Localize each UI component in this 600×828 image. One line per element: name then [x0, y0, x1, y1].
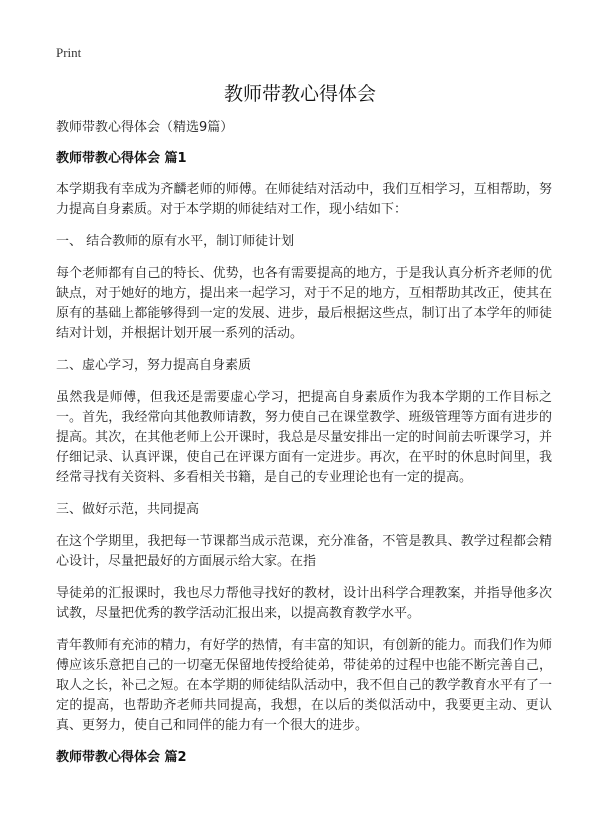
- document-title: 教师带教心得体会: [223, 83, 376, 105]
- print-link[interactable]: Print: [56, 45, 82, 60]
- item-heading-three: 三、做好示范，共同提高: [56, 502, 200, 517]
- document-subtitle: 教师带教心得体会（精选9篇）: [56, 120, 234, 135]
- paragraph-two: 虽然我是师傅，但我还是需要虚心学习，把提高自身素质作为我本学期的工作目标之一。首先，我经常向其他教师请教，努力使自己在课堂教学、班级管理等方面有进步的提高。其次，在其他老师上公开课时，我总是尽量安排出一定的时间前去听课学习，并仔细记录、认真评课，使自己在评课方面有一定进步。再次，在平时的休息时间里，我经常寻找有关资料、多看相关书籍，是自己的专业理论也有一定的提高。: [56, 390, 552, 485]
- item-heading-one: 一、 结合教师的原有水平，制订师徒计划: [56, 234, 295, 249]
- section-heading-1: 教师带教心得体会 篇1: [56, 151, 187, 166]
- paragraph-intro: 本学期我有幸成为齐麟老师的师傅。在师徒结对活动中，我们互相学习，互相帮助，努力提高自身素质。对于本学期的师徒结对工作，现小结如下：: [56, 182, 552, 217]
- paragraph-one: 每个老师都有自己的特长、优势，也各有需要提高的地方，于是我认真分析齐老师的优缺点，对于她好的地方，提出来一起学习，对于不足的地方，互相帮助其改正，使其在原有的基础上都能够得到一定的发展、进步，最后根据这些点，制订出了本学年的师徒结对计划，并根据计划开展一系列的活动。: [56, 266, 552, 341]
- item-heading-two: 二、虚心学习，努力提高自身素质: [56, 358, 252, 373]
- paragraph-three-b: 导徒弟的汇报课时，我也尽力帮他寻找好的教材，设计出科学合理教案，并指导他多次试教，尽量把优秀的教学活动汇报出来，以提高教育教学水平。: [56, 586, 552, 621]
- section-heading-2: 教师带教心得体会 篇2: [56, 750, 187, 765]
- paragraph-three-a: 在这个学期里，我把每一节课都当成示范课，充分准备，不管是教具、教学过程都会精心设计，尽量把最好的方面展示给大家。在指: [56, 534, 552, 569]
- paragraph-three-c: 青年教师有充沛的精力，有好学的热情，有丰富的知识，有创新的能力。而我们作为师傅应该乐意把自己的一切毫无保留地传授给徒弟，带徒弟的过程中也能不断完善自己，取人之长，补己之短。在本学期的师徒结队活动中，我不但自己的教学教育水平有了一定的提高，也帮助齐老师共同提高，我想，在以后的类似活动中，我要更主动、更认真、更努力，使自己和同伴的能力有一个很大的进步。: [56, 638, 552, 733]
- document-body: [56, 118, 552, 779]
